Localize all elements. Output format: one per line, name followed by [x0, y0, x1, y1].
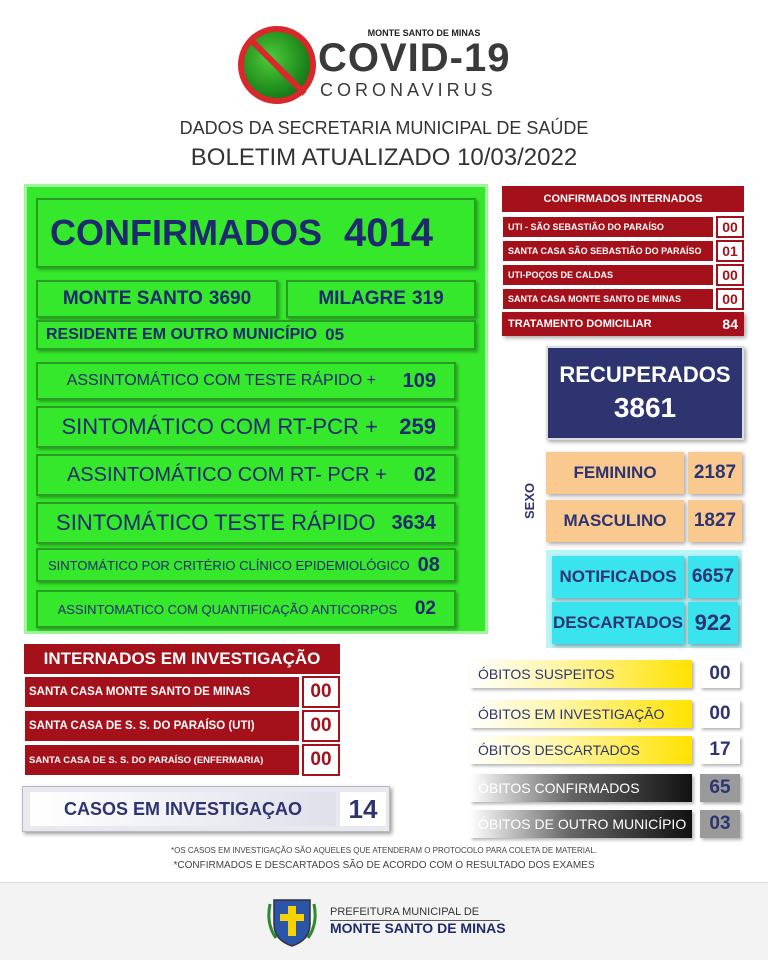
hospitalized-row-value: 00 [716, 264, 744, 286]
confirmed-total-box [36, 198, 476, 268]
investigation-row-label: SANTA CASA DE S. S. DO PARAÍSO (ENFERMARIA) [24, 744, 300, 776]
footer-prefeitura-line [330, 902, 500, 921]
death-row-label: ÓBITOS DESCARTADOS [470, 736, 692, 764]
breakdown-value: 259 [399, 414, 436, 439]
home-treatment-label: TRATAMENTO DOMICILIAR [508, 318, 652, 330]
breakdown-label: SINTOMÁTICO TESTE RÁPIDO [56, 510, 376, 535]
death-row-label: ÓBITOS SUSPEITOS [470, 660, 692, 688]
monte-santo-label: MONTE SANTO [62, 288, 203, 309]
breakdown-value: 3634 [391, 511, 436, 534]
hospitalized-row-label: UTI - SÃO SEBASTIÃO DO PARAÍSO [502, 216, 714, 238]
cases-investigation-value: 14 [340, 792, 386, 826]
hospitalized-row-value: 00 [716, 288, 744, 310]
breakdown-label: ASSINTOMÁTICO COM RT- PCR + [66, 463, 387, 486]
covid-title: COVID-19 [318, 36, 511, 80]
hospitalized-row-label: SANTA CASA SÃO SEBASTIÃO DO PARAÍSO [502, 240, 714, 262]
notified-value: 6657 [688, 556, 738, 598]
breakdown-row [36, 548, 456, 582]
note-investigation: *OS CASOS EM INVESTIGAÇÃO SÃO AQUELES QUE ATENDERAM O PROTOCOLO PARA COLETA DE MATERIAL. [170, 846, 598, 855]
home-treatment-row [502, 312, 744, 336]
bulletin-date-line: BOLETIM ATUALIZADO 10/03/2022 [190, 144, 578, 171]
sex-label: SEXO [522, 482, 537, 520]
male-value: 1827 [688, 500, 742, 542]
hospitalized-row-label: SANTA CASA MONTE SANTO DE MINAS [502, 288, 714, 310]
milagre-label: MILAGRE [318, 288, 406, 309]
hospitalized-row-value: 01 [716, 240, 744, 262]
breakdown-value: 08 [417, 553, 440, 576]
monte-santo-value: 3690 [208, 288, 252, 309]
hospitalized-row-value: 00 [716, 216, 744, 238]
breakdown-value: 02 [414, 598, 436, 619]
footer-city-name: MONTE SANTO DE MINAS [330, 920, 506, 936]
death-row-label: ÓBITOS DE OUTRO MUNICÍPIO [470, 810, 692, 838]
investigation-row-label: SANTA CASA DE S. S. DO PARAÍSO (UTI) [24, 710, 300, 742]
death-row-value: 65 [700, 774, 740, 802]
investigation-row-value: 00 [302, 676, 340, 708]
breakdown-label: ASSINTOMÁTICO COM TESTE RÁPIDO + [66, 372, 376, 389]
hospitalized-title: CONFIRMADOS INTERNADOS [502, 186, 744, 212]
investigation-row-value: 00 [302, 710, 340, 742]
death-row-value: 00 [700, 700, 740, 728]
death-row-value: 00 [700, 660, 740, 688]
investigation-title: INTERNADOS EM INVESTIGAÇÃO [24, 644, 340, 674]
milagre-box [286, 280, 476, 318]
breakdown-label: ASSINTOMATICO COM QUANTIFICAÇÃO ANTICORPOS [57, 601, 398, 617]
city-small-label: MONTE SANTO DE MINAS [367, 28, 481, 38]
note-confirmed-discarded: *CONFIRMADOS E DESCARTADOS SÃO DE ACORDO COM O RESULTADO DOS EXAMES [173, 860, 595, 871]
notified-label: NOTIFICADOS [552, 556, 684, 598]
cases-investigation-label: CASOS EM INVESTIGAÇAO [30, 792, 336, 826]
male-label: MASCULINO [546, 500, 684, 542]
home-treatment-value: 84 [722, 316, 738, 332]
investigation-row-value: 00 [302, 744, 340, 776]
breakdown-row [36, 406, 456, 448]
discarded-label: DESCARTADOS [552, 602, 684, 644]
breakdown-value: 02 [413, 463, 436, 486]
death-row-value: 17 [700, 736, 740, 764]
monte-santo-box [36, 280, 278, 318]
breakdown-row [36, 502, 456, 544]
investigation-row-label: SANTA CASA MONTE SANTO DE MINAS [24, 676, 300, 708]
death-row-label: ÓBITOS EM INVESTIGAÇÃO [470, 700, 692, 728]
resident-other-label: RESIDENTE EM OUTRO MUNICÍPIO [46, 326, 318, 343]
female-value: 2187 [688, 452, 742, 494]
confirmed-value: 4014 [344, 210, 433, 255]
female-label: FEMININO [546, 452, 684, 494]
recovered-value: 3861 [613, 392, 677, 423]
coronavirus-subtitle: CORONAVIRUS [320, 80, 497, 100]
recovered-label: RECUPERADOS [559, 362, 731, 387]
recovered-box [546, 346, 744, 440]
city-coat-of-arms-icon [266, 894, 318, 948]
breakdown-value: 109 [402, 369, 436, 392]
footer-prefeitura-text: PREFEITURA MUNICIPAL DE [330, 906, 480, 918]
death-row-label: ÓBITOS CONFIRMADOS [470, 774, 692, 802]
resident-other-value: 05 [325, 325, 345, 344]
breakdown-row [36, 454, 456, 496]
secretaria-line: DADOS DA SECRETARIA MUNICIPAL DE SAÚDE [179, 118, 589, 138]
covid-virus-logo-icon [238, 26, 316, 104]
milagre-value: 319 [411, 288, 444, 309]
breakdown-label: SINTOMÁTICO POR CRITÉRIO CLÍNICO EPIDEMIOLÓGICO [48, 557, 410, 573]
hospitalized-row-label: UTI-POÇOS DE CALDAS [502, 264, 714, 286]
breakdown-row [36, 362, 456, 400]
breakdown-row [36, 590, 456, 628]
death-row-value: 03 [700, 810, 740, 838]
breakdown-label: SINTOMÁTICO COM RT-PCR + [61, 414, 378, 439]
discarded-value: 922 [688, 602, 738, 644]
confirmed-label: CONFIRMADOS [50, 212, 322, 253]
resident-other-box [36, 320, 476, 350]
